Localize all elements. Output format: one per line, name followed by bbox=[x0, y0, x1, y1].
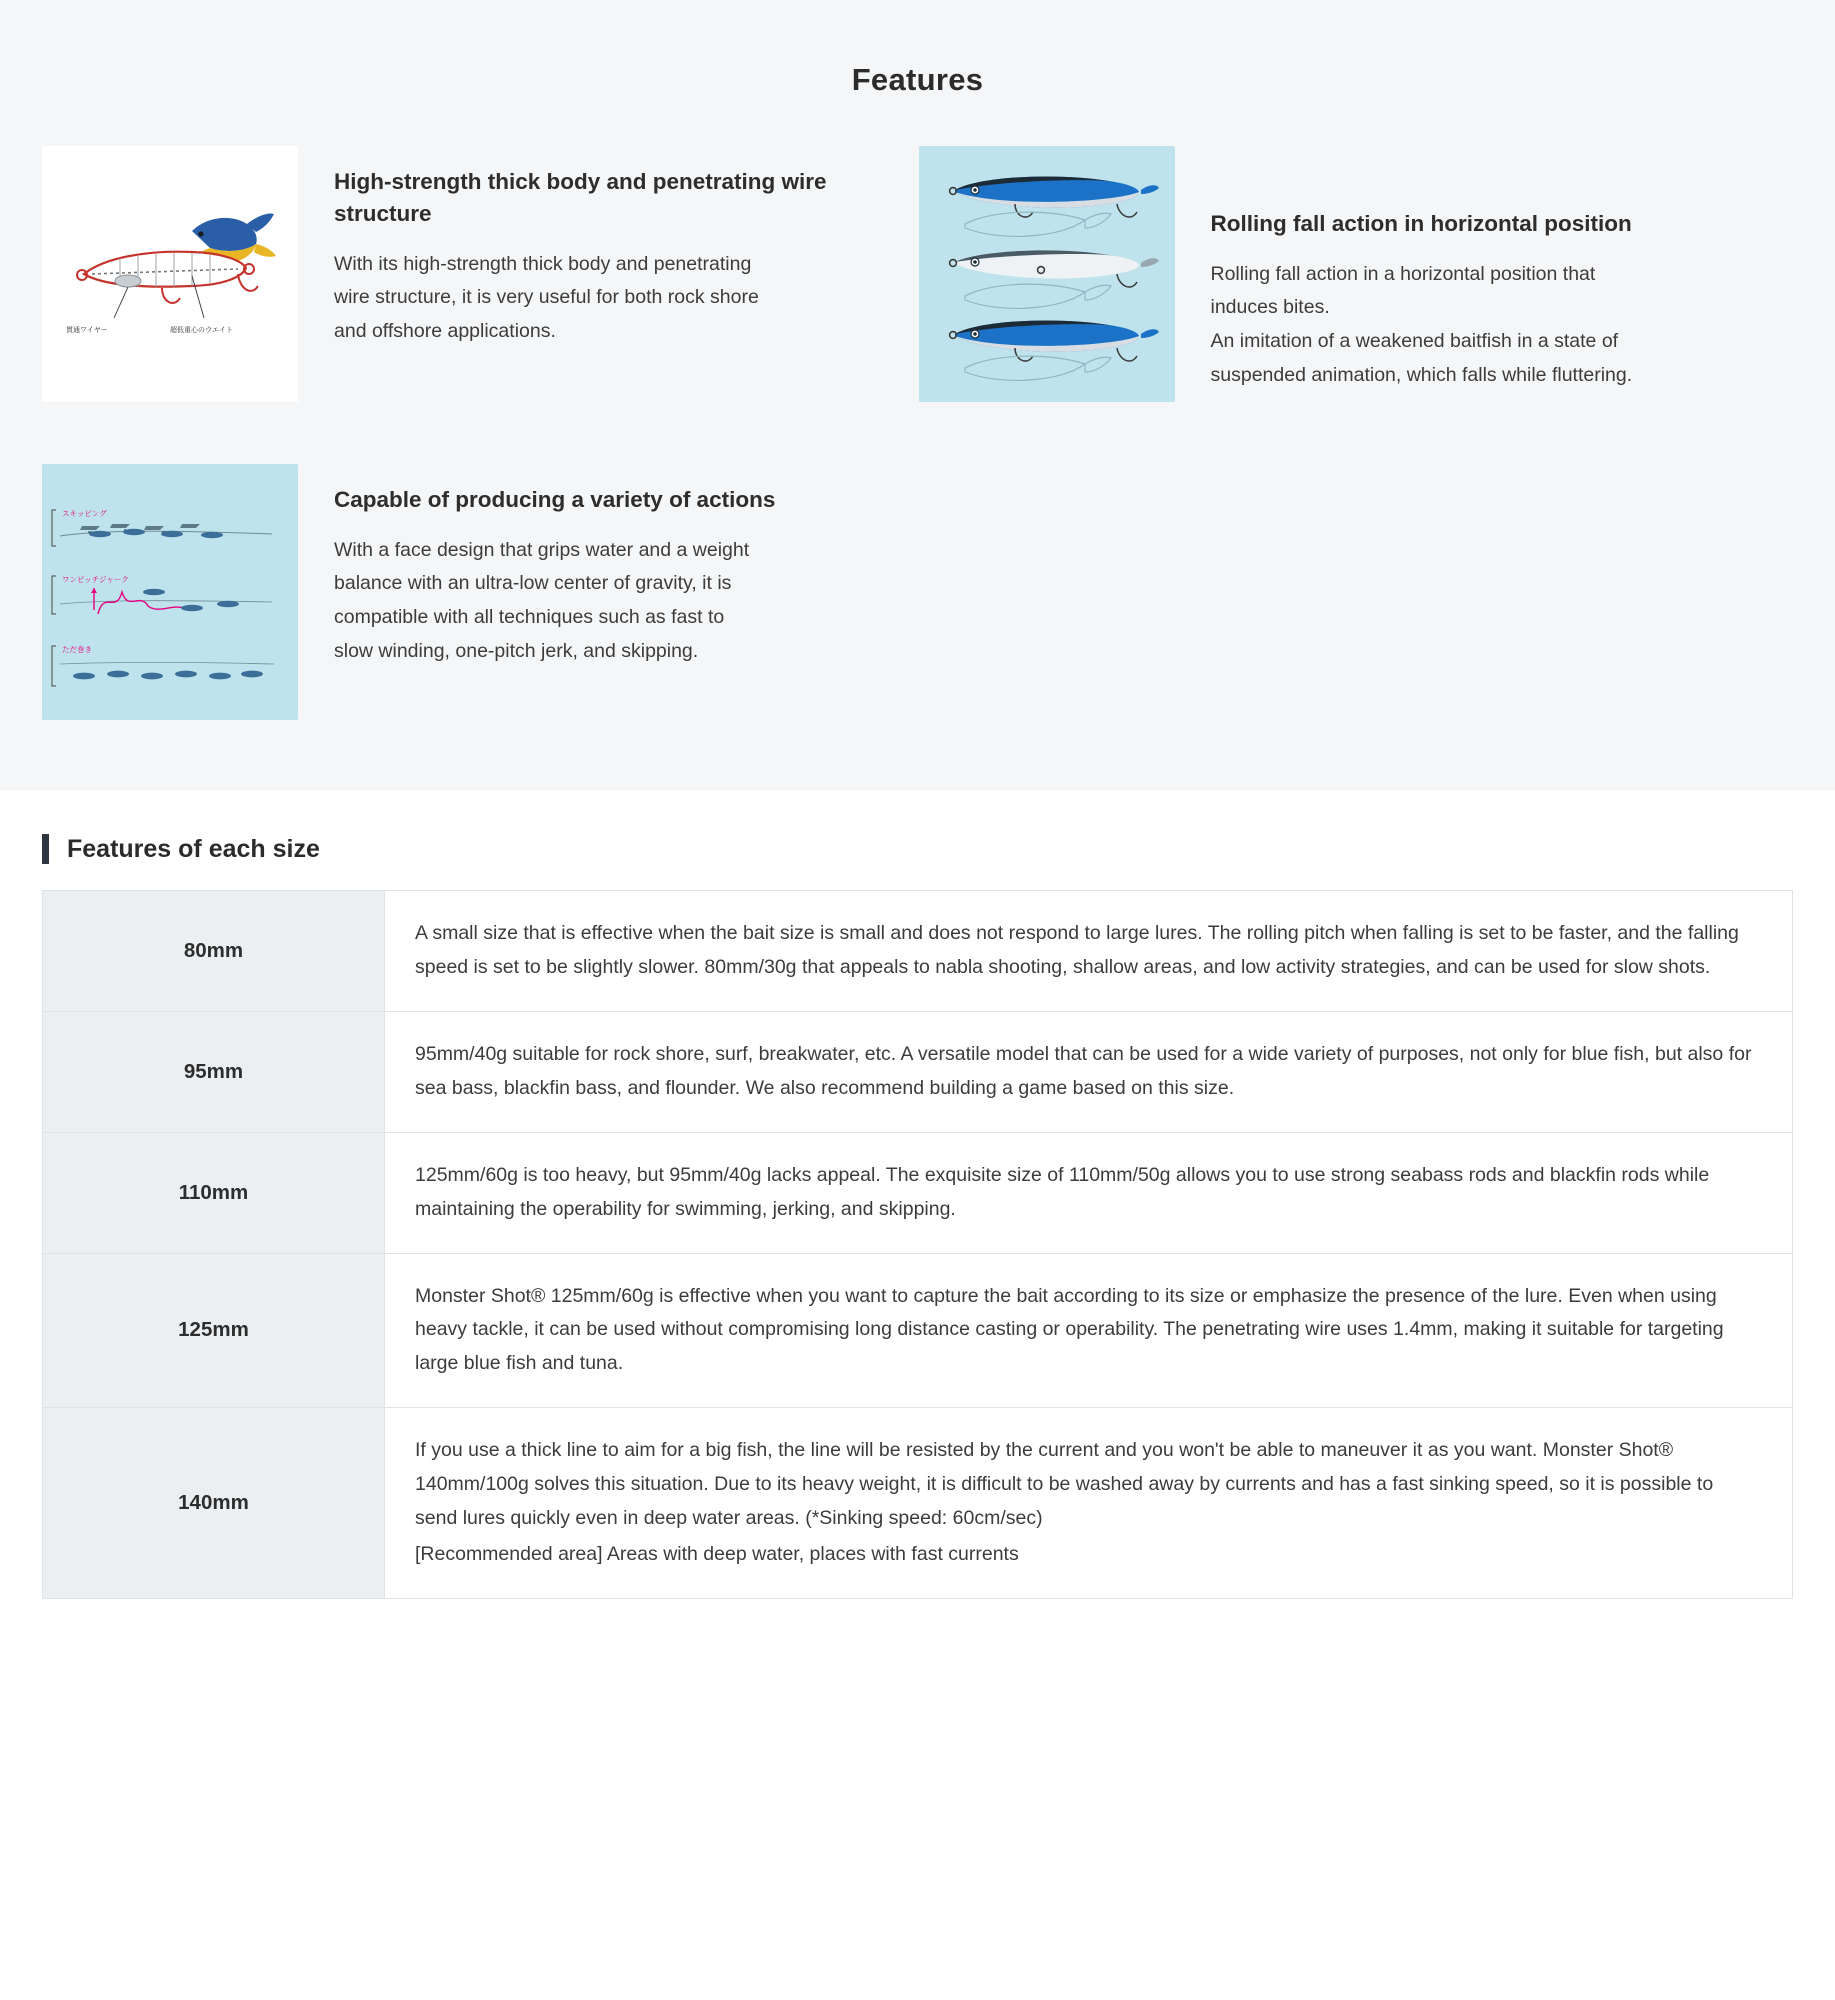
table-row bbox=[43, 1011, 1793, 1132]
feature-text-high-strength-body bbox=[298, 146, 919, 348]
feature-body-line: wire structure, it is very useful for both rock shore bbox=[334, 286, 759, 309]
feature-heading: Capable of producing a variety of actions bbox=[334, 487, 776, 512]
section-heading-text: Features of each size bbox=[67, 834, 320, 863]
illustration-caption-right: 超低重心のウエイト bbox=[170, 326, 233, 334]
table-row bbox=[43, 1253, 1793, 1408]
lure-cutaway-illustration bbox=[42, 146, 298, 402]
feature-body-line: suspended animation, which falls while fluttering. bbox=[1210, 363, 1633, 386]
action-label-skipping: スキッピング bbox=[62, 509, 107, 518]
size-label-125mm: 125mm bbox=[43, 1253, 385, 1408]
size-description-95mm bbox=[385, 1011, 1793, 1132]
feature-heading: Rolling fall action in horizontal position bbox=[1210, 211, 1632, 236]
feature-body bbox=[334, 534, 903, 668]
feature-item-variety-of-actions bbox=[42, 464, 919, 720]
actions-illustration bbox=[42, 464, 298, 720]
table-row bbox=[43, 1408, 1793, 1599]
features-of-each-size-section bbox=[0, 790, 1835, 1619]
feature-text-rolling-fall-action bbox=[1175, 146, 1796, 392]
feature-item-high-strength-body bbox=[42, 146, 919, 402]
size-paragraph: 95mm/40g suitable for rock shore, surf, breakwater, etc. A versatile model that can be used for a wide variety of purposes, not only for blue fish, but also for sea bass, blackfin bass, and flounder. We also recommend building a game based on this size. bbox=[415, 1042, 1752, 1099]
size-paragraph: 125mm/60g is too heavy, but 95mm/40g lacks appeal. The exquisite size of 110mm/50g allows you to use strong seabass rods and blackfin rods while maintaining the operability for swimming, jerking, and skipping. bbox=[415, 1163, 1710, 1220]
size-label-140mm: 140mm bbox=[43, 1408, 385, 1599]
section-heading bbox=[42, 834, 1793, 864]
feature-body-line: and offshore applications. bbox=[334, 319, 556, 342]
feature-body-line: induces bites. bbox=[1210, 296, 1330, 319]
feature-body-line: slow winding, one-pitch jerk, and skipping. bbox=[334, 639, 699, 662]
size-paragraph: Monster Shot® 125mm/60g is effective when you want to capture the bait according to its size or emphasize the presence of the lure. Even when using heavy tackle, it can be used without compromising long distance casting or operability. The penetrating wire uses 1.4mm, making it suitable for targeting large blue fish and tuna. bbox=[415, 1284, 1724, 1375]
heading-accent-bar bbox=[42, 834, 49, 864]
feature-body-line: An imitation of a weakened baitfish in a state of bbox=[1210, 330, 1619, 352]
rolling-fall-illustration bbox=[919, 146, 1175, 402]
size-paragraph: A small size that is effective when the bait size is small and does not respond to large lures. The rolling pitch when falling is set to be faster, and the falling speed is set to be slightly slower. 80mm/30g that appeals to nabla shooting, shallow areas, and low activity strategies, and can be used for slow shots. bbox=[415, 922, 1739, 978]
feature-item-rolling-fall-action bbox=[919, 146, 1796, 402]
size-label-110mm: 110mm bbox=[43, 1132, 385, 1253]
feature-heading: High-strength thick body and penetrating wire structure bbox=[334, 169, 827, 226]
feature-body-line: With a face design that grips water and a weight bbox=[334, 538, 750, 561]
size-description-125mm bbox=[385, 1253, 1793, 1408]
feature-body-line: balance with an ultra-low center of gravity, it is bbox=[334, 572, 732, 595]
action-label-straight-retrieve: ただ巻き bbox=[62, 645, 92, 654]
features-section bbox=[0, 0, 1835, 790]
feature-body-line: compatible with all techniques such as fast to bbox=[334, 606, 725, 628]
feature-grid bbox=[0, 146, 1835, 720]
table-row bbox=[43, 891, 1793, 1012]
feature-body bbox=[1211, 258, 1780, 392]
feature-body bbox=[334, 248, 903, 349]
feature-body-line: With its high-strength thick body and penetrating bbox=[334, 252, 752, 275]
size-features-table bbox=[42, 890, 1793, 1599]
illustration-caption-left: 貫通ワイヤー bbox=[66, 326, 108, 334]
size-paragraph: [Recommended area] Areas with deep water, places with fast currents bbox=[415, 1543, 1019, 1566]
action-label-one-pitch-jerk: ワンピッチジャーク bbox=[62, 575, 129, 584]
size-label-80mm: 80mm bbox=[43, 891, 385, 1012]
table-row bbox=[43, 1132, 1793, 1253]
feature-body-line: Rolling fall action in a horizontal position that bbox=[1210, 262, 1596, 285]
size-description-80mm bbox=[385, 891, 1793, 1012]
size-description-140mm bbox=[385, 1408, 1793, 1599]
feature-text-variety-of-actions bbox=[298, 464, 919, 668]
page-title: Features bbox=[851, 62, 984, 97]
size-paragraph: If you use a thick line to aim for a big fish, the line will be resisted by the current and you won't be able to maneuver it as you want. Monster Shot® 140mm/100g solves this situation. Due to its heavy weight, it is difficult to be washed away by currents and has a fast sinking speed, so it is possible to send lures quickly even in deep water areas. (*Sinking speed: 60cm/sec) bbox=[415, 1439, 1714, 1530]
size-description-110mm bbox=[385, 1132, 1793, 1253]
feature-grid-spacer bbox=[919, 464, 1796, 720]
size-label-95mm: 95mm bbox=[43, 1011, 385, 1132]
